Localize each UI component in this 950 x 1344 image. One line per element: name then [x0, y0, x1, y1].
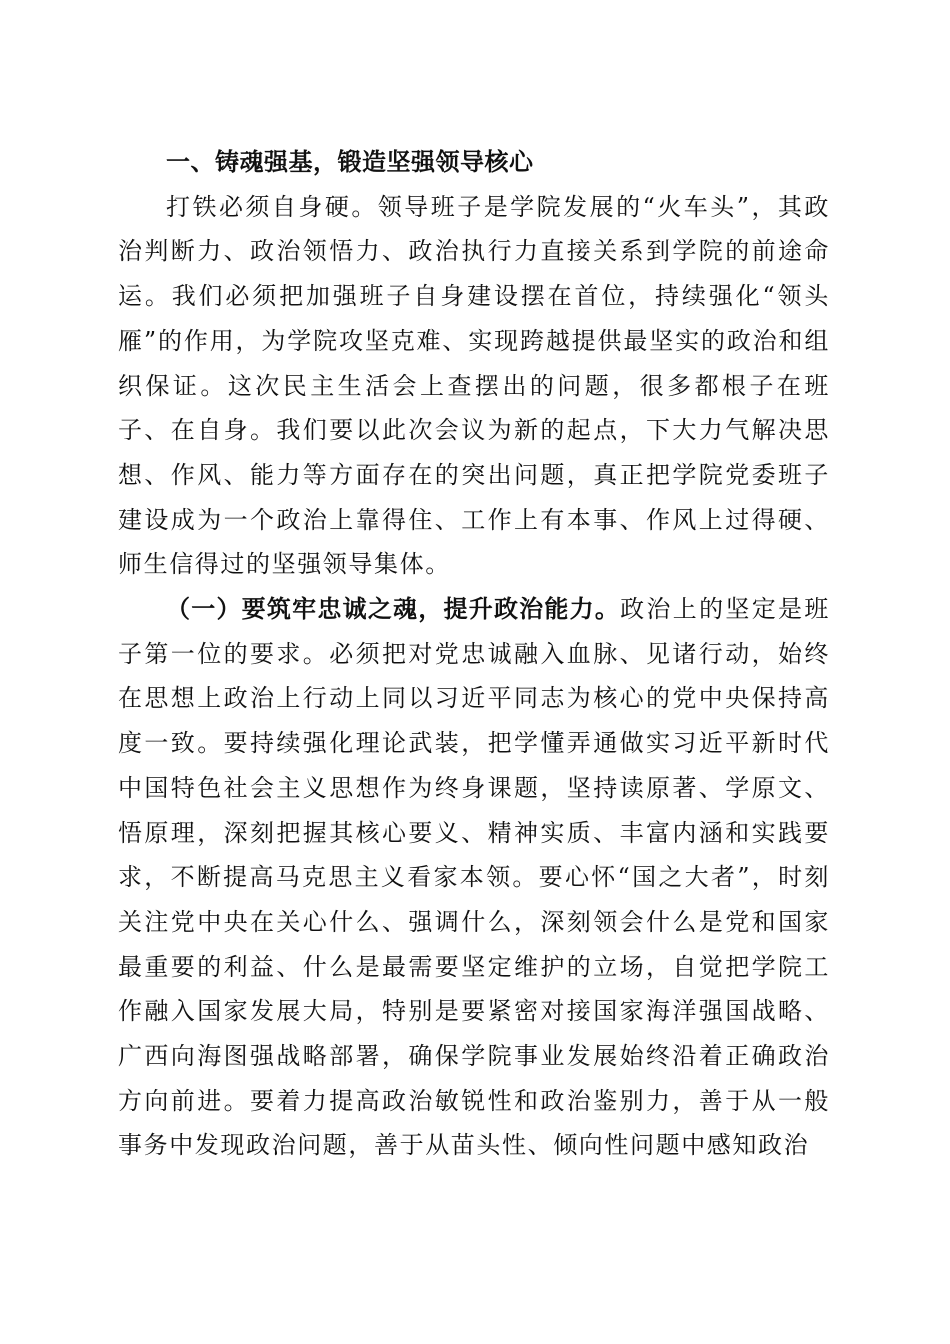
paragraph-political-ability: [118, 587, 830, 1168]
document-body: [118, 140, 830, 1168]
subsection-heading: （一）要筑牢忠诚之魂，提升政治能力。: [166, 595, 621, 624]
paragraph-intro: 打铁必须自身硬。领导班子是学院发展的“火车头”，其政治判断力、政治领悟力、政治执行力直接关系到学院的前途命运。我们必须把加强班子自身建设摆在首位，持续强化“领头雁”的作用，为学院攻坚克难、实现跨越提供最坚实的政治和组织保证。这次民主生活会上查摆出的问题，很多都根子在班子、在自身。我们要以此次会议为新的起点，下大力气解决思想、作风、能力等方面存在的突出问题，真正把学院党委班子建设成为一个政治上靠得住、工作上有本事、作风上过得硬、师生信得过的坚强领导集体。: [118, 192, 830, 579]
section-heading: 一、铸魂强基，锻造坚强领导核心: [166, 148, 534, 176]
paragraph-body: 政治上的坚定是班子第一位的要求。必须把对党忠诚融入血脉、见诸行动，始终在思想上政治上行动上同以习近平同志为核心的党中央保持高度一致。要持续强化理论武装，把学懂弄通做实习近平新时代中国特色社会主义思想作为终身课题，坚持读原著、学原文、悟原理，深刻把握其核心要义、精神实质、丰富内涵和实践要求，不断提高马克思主义看家本领。要心怀“国之大者”，时刻关注党中央在关心什么、强调什么，深刻领会什么是党和国家最重要的利益、什么是最需要坚定维护的立场，自觉把学院工作融入国家发展大局，特别是要紧密对接国家海洋强国战略、广西向海图强战略部署，确保学院事业发展始终沿着正确政治方向前进。要着力提高政治敏锐性和政治鉴别力，善于从一般事务中发现政治问题，善于从苗头性、倾向性问题中感知政治: [118, 595, 830, 1160]
